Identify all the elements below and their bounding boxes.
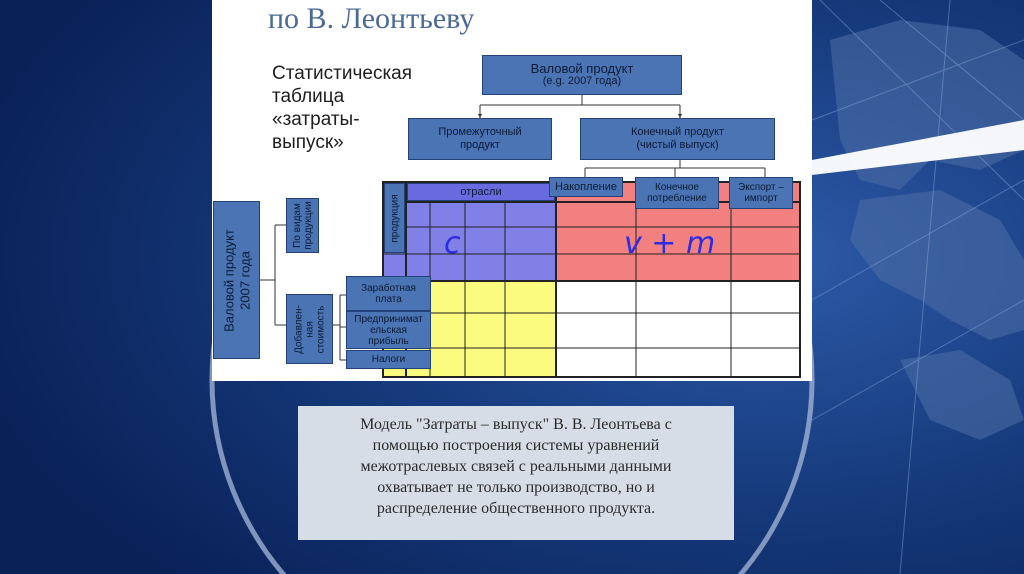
- gross-product-sub: (e.g. 2007 года): [542, 75, 622, 87]
- export-import-line-1: Экспорт –: [738, 182, 784, 193]
- value-added-text: [286, 294, 333, 364]
- caption-line-4: охватывает не только производство, но и: [377, 479, 655, 496]
- wages-box: [346, 276, 431, 311]
- by-product-line-2: продукции: [302, 201, 314, 250]
- slide-title: по В. Леонтьеву: [268, 2, 475, 35]
- value-added-box: [286, 294, 333, 364]
- sectors-header: отрасли: [407, 183, 555, 201]
- products-label: продукция: [389, 193, 400, 243]
- profit-box: [346, 311, 431, 349]
- profit-line-3: прибыль: [368, 335, 409, 347]
- export-import-line-2: импорт: [744, 193, 778, 204]
- by-product-text: [286, 198, 319, 253]
- intermediate-line-1: Промежуточный: [438, 126, 522, 138]
- caption-box: [298, 406, 734, 540]
- stat-label-line-1: Статистическая: [272, 63, 413, 84]
- caption-line-3: межотраслевых связей с реальными данными: [360, 458, 672, 475]
- wages-line-1: Заработная: [361, 282, 416, 294]
- profit-line-2: ельская: [370, 324, 407, 336]
- wages-line-2: плата: [375, 293, 402, 305]
- profit-line-1: Предпринимат: [354, 313, 423, 325]
- by-product-box: [286, 198, 319, 253]
- caption-line-2: помощью построения системы уравнений: [372, 437, 660, 454]
- left-gross-product-text: [213, 201, 260, 359]
- final-consumption-line-1: Конечное: [655, 182, 699, 193]
- taxes-box: Налоги: [346, 350, 431, 369]
- accumulation-box: Накопление: [549, 177, 623, 197]
- stat-label-line-3: «затраты-: [272, 109, 360, 130]
- stat-label-line-2: таблица: [272, 86, 345, 107]
- value-added-line-1: Добавлен-: [293, 304, 304, 354]
- symbol-c: c: [444, 226, 461, 261]
- value-added-line-2: ная: [304, 320, 315, 338]
- products-header: [384, 183, 405, 253]
- caption-line-5: распределение общественного продукта.: [376, 500, 656, 517]
- by-product-line-1: По видам: [291, 203, 303, 248]
- final-consumption-box: [635, 177, 719, 209]
- left-gross-line-2: 2007 года: [236, 250, 252, 310]
- final-consumption-line-2: потребление: [647, 193, 707, 204]
- final-line-2: (чистый выпуск): [636, 139, 719, 151]
- left-gross-line-1: Валовой продукт: [220, 228, 236, 332]
- stat-label-line-4: выпуск»: [272, 132, 344, 153]
- symbol-v-plus-m: v + m: [624, 226, 716, 261]
- export-import-box: [729, 177, 793, 209]
- gross-product-label: Валовой продукт: [530, 61, 634, 76]
- final-line-1: Конечный продукт: [630, 126, 725, 138]
- caption-line-1: Модель "Затраты – выпуск" В. В. Леонтьева с: [360, 416, 672, 433]
- value-added-line-3: стоимость: [315, 305, 326, 353]
- intermediate-line-2: продукт: [460, 139, 500, 151]
- left-gross-product-box: [213, 201, 260, 359]
